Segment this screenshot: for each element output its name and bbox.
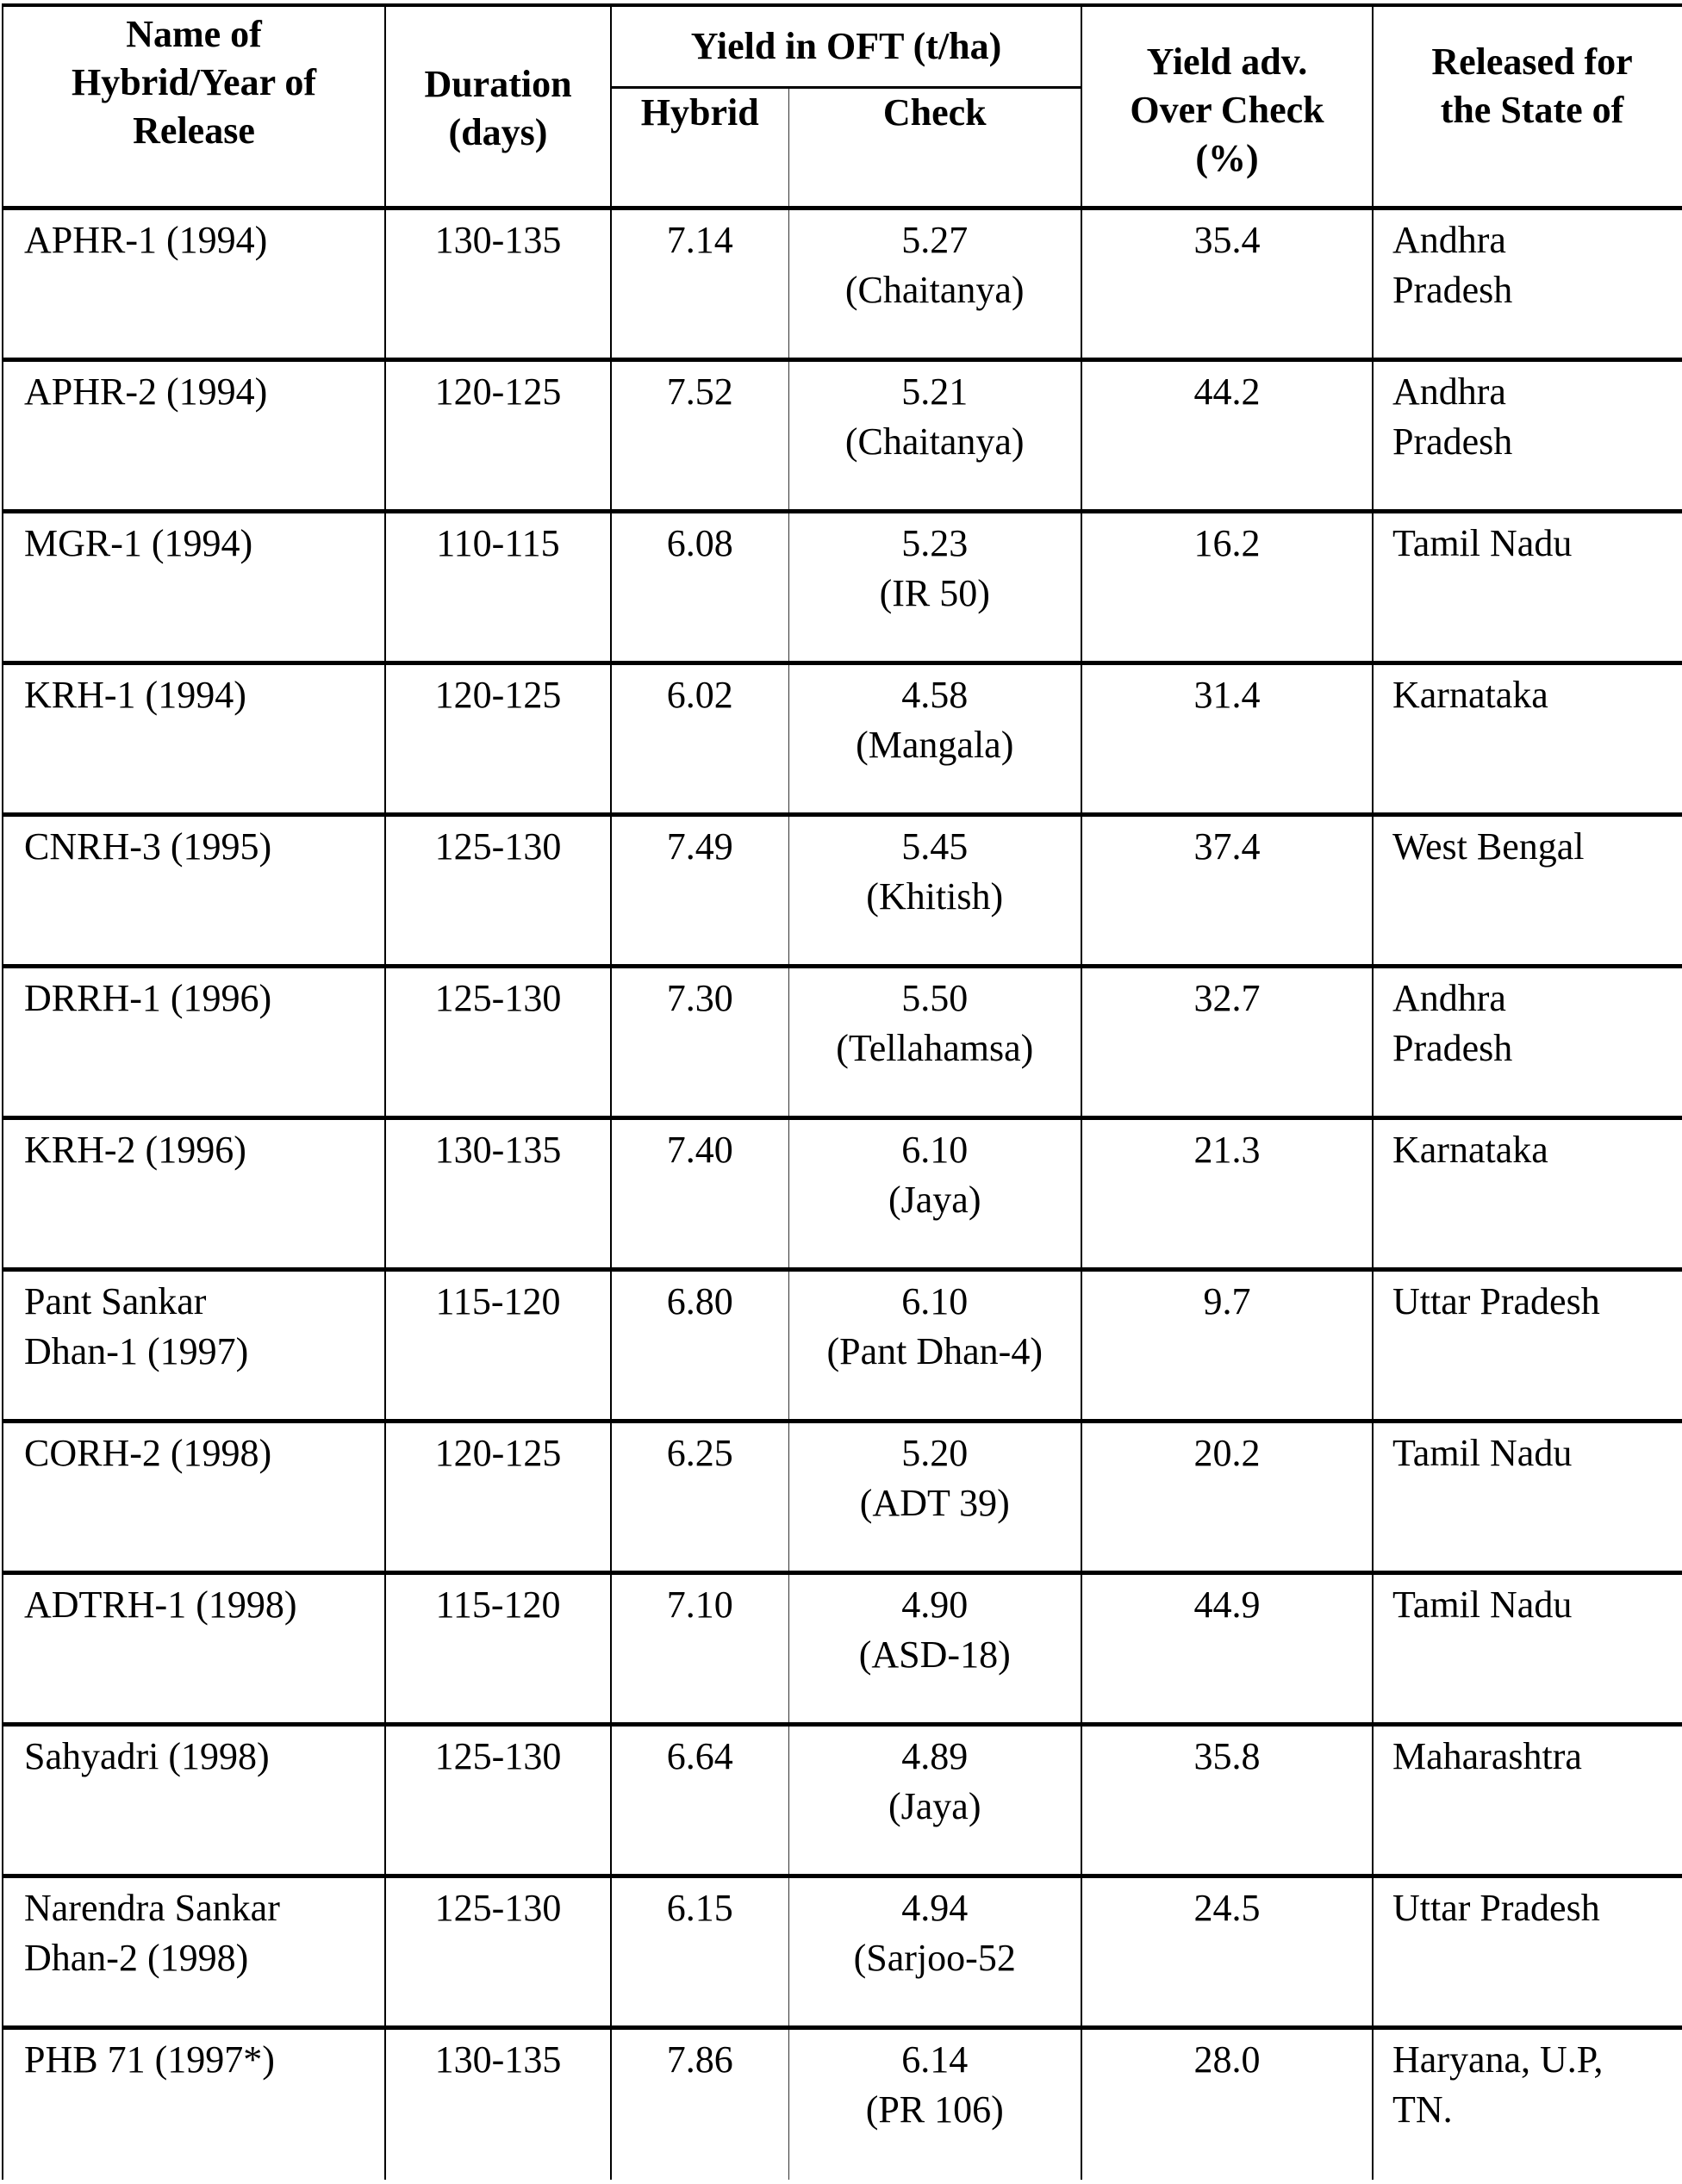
table-row (3, 1422, 1682, 1573)
table-row (3, 512, 1682, 663)
header-duration-line: (days) (448, 111, 548, 153)
check-yield-value: 4.89 (901, 1735, 969, 1777)
header-yield-advantage (1081, 5, 1373, 208)
cell-released-state (1373, 1725, 1682, 1876)
state-name-line: West Bengal (1392, 825, 1585, 868)
check-variety-name: (IR 50) (879, 572, 990, 614)
check-variety-name: (Pant Dhan-4) (826, 1330, 1043, 1372)
hybrid-yield-value: 7.40 (666, 1129, 733, 1171)
cell-hybrid-name (3, 1725, 385, 1876)
advantage-value: 44.9 (1193, 1584, 1261, 1626)
cell-hybrid-yield (611, 1725, 788, 1876)
check-yield-value: 5.21 (901, 370, 969, 413)
advantage-value: 44.2 (1193, 370, 1261, 413)
cell-hybrid-yield (611, 1876, 788, 2028)
table-row (3, 1876, 1682, 2028)
cell-released-state (1373, 1876, 1682, 2028)
cell-released-state (1373, 967, 1682, 1118)
check-yield-value: 5.50 (901, 977, 969, 1019)
hybrid-name-line: CNRH-3 (1995) (24, 825, 272, 868)
check-yield-value: 4.90 (901, 1584, 969, 1626)
cell-hybrid-name (3, 1876, 385, 2028)
check-yield-value: 5.45 (901, 825, 969, 868)
table-row (3, 360, 1682, 512)
cell-check-yield (788, 815, 1081, 967)
state-name-line: Karnataka (1392, 674, 1548, 716)
cell-check-yield (788, 1725, 1081, 1876)
advantage-value: 31.4 (1193, 674, 1261, 716)
hybrid-name-line: Narendra Sankar (24, 1887, 280, 1929)
cell-released-state (1373, 663, 1682, 815)
cell-released-state (1373, 512, 1682, 663)
cell-check-yield (788, 2028, 1081, 2180)
hybrid-yield-value: 6.15 (666, 1887, 733, 1929)
cell-hybrid-yield (611, 1573, 788, 1725)
hybrid-yield-value: 7.30 (666, 977, 733, 1019)
header-advantage-line: Yield adv. (1146, 40, 1308, 83)
hybrid-release-table (2, 3, 1682, 2180)
cell-duration (385, 1725, 611, 1876)
table-row (3, 1270, 1682, 1422)
hybrid-yield-value: 7.49 (666, 825, 733, 868)
hybrid-yield-value: 7.10 (666, 1584, 733, 1626)
header-check: Check (788, 88, 1081, 208)
cell-hybrid-name (3, 1422, 385, 1573)
duration-value: 125-130 (434, 825, 562, 868)
cell-released-state (1373, 1573, 1682, 1725)
duration-value: 125-130 (434, 1887, 562, 1929)
cell-duration (385, 663, 611, 815)
table-row (3, 208, 1682, 360)
cell-hybrid-yield (611, 2028, 788, 2180)
cell-check-yield (788, 1422, 1081, 1573)
cell-hybrid-yield (611, 512, 788, 663)
check-variety-name: (PR 106) (865, 2088, 1004, 2131)
duration-value: 130-135 (434, 2038, 562, 2081)
state-name-line: Haryana, U.P, (1392, 2038, 1604, 2081)
cell-hybrid-name (3, 663, 385, 815)
check-variety-name: (Mangala) (856, 724, 1014, 766)
check-yield-value: 5.27 (901, 219, 969, 261)
cell-hybrid-yield (611, 1118, 788, 1270)
hybrid-yield-value: 6.08 (666, 522, 733, 564)
header-name-line: Release (133, 109, 255, 152)
check-variety-name: (ASD-18) (858, 1633, 1011, 1676)
header-released-line: the State of (1440, 89, 1624, 131)
header-advantage-line: (%) (1195, 137, 1259, 179)
hybrid-yield-value: 6.80 (666, 1280, 733, 1322)
hybrid-name-line: MGR-1 (1994) (24, 522, 253, 564)
header-duration-line: Duration (424, 63, 572, 105)
state-name-line: Tamil Nadu (1392, 1432, 1573, 1474)
cell-yield-advantage (1081, 1876, 1373, 2028)
cell-yield-advantage (1081, 967, 1373, 1118)
cell-yield-advantage (1081, 1118, 1373, 1270)
cell-hybrid-name (3, 208, 385, 360)
duration-value: 125-130 (434, 1735, 562, 1777)
cell-yield-advantage (1081, 1725, 1373, 1876)
duration-value: 115-120 (435, 1280, 561, 1322)
state-name-line: Maharashtra (1392, 1735, 1582, 1777)
cell-check-yield (788, 967, 1081, 1118)
cell-hybrid-name (3, 1573, 385, 1725)
advantage-value: 24.5 (1193, 1887, 1261, 1929)
duration-value: 110-115 (436, 522, 560, 564)
hybrid-name-line: KRH-2 (1996) (24, 1129, 246, 1171)
state-name-line: Pradesh (1392, 1027, 1513, 1069)
state-name-line: Uttar Pradesh (1392, 1887, 1600, 1929)
table-row (3, 663, 1682, 815)
header-row (3, 5, 1682, 88)
cell-check-yield (788, 360, 1081, 512)
cell-yield-advantage (1081, 360, 1373, 512)
cell-duration (385, 1573, 611, 1725)
duration-value: 120-125 (434, 1432, 562, 1474)
header-name-of-hybrid (3, 5, 385, 208)
check-yield-value: 5.20 (901, 1432, 969, 1474)
hybrid-yield-value: 7.86 (666, 2038, 733, 2081)
hybrid-name-line: APHR-2 (1994) (24, 370, 268, 413)
cell-hybrid-name (3, 967, 385, 1118)
state-name-line: Karnataka (1392, 1129, 1548, 1171)
cell-yield-advantage (1081, 2028, 1373, 2180)
check-variety-name: (Jaya) (888, 1179, 981, 1221)
cell-yield-advantage (1081, 815, 1373, 967)
cell-yield-advantage (1081, 663, 1373, 815)
advantage-value: 35.4 (1193, 219, 1261, 261)
advantage-value: 20.2 (1193, 1432, 1261, 1474)
check-yield-value: 4.94 (901, 1887, 969, 1929)
hybrid-yield-value: 7.14 (666, 219, 733, 261)
check-variety-name: (Jaya) (888, 1785, 981, 1827)
hybrid-yield-value: 6.02 (666, 674, 733, 716)
state-name-line: TN. (1392, 2088, 1453, 2131)
cell-duration (385, 208, 611, 360)
state-name-line: Uttar Pradesh (1392, 1280, 1600, 1322)
header-duration (385, 5, 611, 208)
cell-duration (385, 967, 611, 1118)
cell-yield-advantage (1081, 1422, 1373, 1573)
advantage-value: 9.7 (1203, 1280, 1251, 1322)
hybrid-yield-value: 6.64 (666, 1735, 733, 1777)
cell-hybrid-yield (611, 663, 788, 815)
cell-check-yield (788, 1270, 1081, 1422)
duration-value: 120-125 (434, 674, 562, 716)
check-variety-name: (Sarjoo-52 (853, 1937, 1016, 1979)
cell-duration (385, 1422, 611, 1573)
cell-released-state (1373, 208, 1682, 360)
hybrid-name-line: APHR-1 (1994) (24, 219, 268, 261)
cell-duration (385, 1876, 611, 2028)
check-yield-value: 4.58 (901, 674, 969, 716)
cell-duration (385, 1118, 611, 1270)
check-yield-value: 6.10 (901, 1129, 969, 1171)
cell-hybrid-yield (611, 967, 788, 1118)
check-variety-name: (Khitish) (866, 875, 1004, 918)
cell-released-state (1373, 2028, 1682, 2180)
cell-hybrid-name (3, 2028, 385, 2180)
cell-check-yield (788, 208, 1081, 360)
duration-value: 130-135 (434, 219, 562, 261)
cell-duration (385, 815, 611, 967)
table-row (3, 1573, 1682, 1725)
advantage-value: 37.4 (1193, 825, 1261, 868)
cell-yield-advantage (1081, 1573, 1373, 1725)
cell-duration (385, 360, 611, 512)
cell-yield-advantage (1081, 208, 1373, 360)
table-row (3, 1725, 1682, 1876)
advantage-value: 32.7 (1193, 977, 1261, 1019)
cell-released-state (1373, 360, 1682, 512)
state-name-line: Andhra (1392, 977, 1506, 1019)
cell-check-yield (788, 1573, 1081, 1725)
duration-value: 125-130 (434, 977, 562, 1019)
hybrid-yield-value: 7.52 (666, 370, 733, 413)
check-variety-name: (Chaitanya) (844, 269, 1025, 311)
table-row (3, 2028, 1682, 2180)
duration-value: 120-125 (434, 370, 562, 413)
hybrid-name-line: KRH-1 (1994) (24, 674, 246, 716)
cell-check-yield (788, 1118, 1081, 1270)
hybrid-name-line: Sahyadri (1998) (24, 1735, 270, 1777)
header-released-for-state (1373, 5, 1682, 208)
cell-yield-advantage (1081, 1270, 1373, 1422)
check-variety-name: (Chaitanya) (844, 420, 1025, 463)
state-name-line: Andhra (1392, 370, 1506, 413)
cell-check-yield (788, 512, 1081, 663)
duration-value: 115-120 (435, 1584, 561, 1626)
cell-yield-advantage (1081, 512, 1373, 663)
cell-hybrid-yield (611, 1422, 788, 1573)
cell-released-state (1373, 1422, 1682, 1573)
hybrid-name-line: PHB 71 (1997*) (24, 2038, 275, 2081)
advantage-value: 28.0 (1193, 2038, 1261, 2081)
cell-hybrid-name (3, 1118, 385, 1270)
check-variety-name: (ADT 39) (859, 1482, 1010, 1524)
state-name-line: Tamil Nadu (1392, 522, 1573, 564)
duration-value: 130-135 (434, 1129, 562, 1171)
table-body (3, 208, 1682, 2180)
cell-check-yield (788, 663, 1081, 815)
table-row (3, 1118, 1682, 1270)
check-yield-value: 6.10 (901, 1280, 969, 1322)
cell-released-state (1373, 815, 1682, 967)
check-yield-value: 5.23 (901, 522, 969, 564)
cell-hybrid-name (3, 512, 385, 663)
advantage-value: 16.2 (1193, 522, 1261, 564)
state-name-line: Tamil Nadu (1392, 1584, 1573, 1626)
header-name-line: Hybrid/Year of (72, 61, 316, 103)
check-variety-name: (Tellahamsa) (836, 1027, 1034, 1069)
hybrid-name-line: ADTRH-1 (1998) (24, 1584, 297, 1626)
header-yield-in-oft: Yield in OFT (t/ha) (611, 5, 1081, 88)
cell-hybrid-yield (611, 815, 788, 967)
table-row (3, 815, 1682, 967)
cell-hybrid-name (3, 815, 385, 967)
cell-hybrid-yield (611, 208, 788, 360)
hybrid-name-line: Dhan-1 (1997) (24, 1330, 249, 1372)
cell-hybrid-yield (611, 360, 788, 512)
cell-duration (385, 512, 611, 663)
cell-check-yield (788, 1876, 1081, 2028)
state-name-line: Pradesh (1392, 269, 1513, 311)
advantage-value: 21.3 (1193, 1129, 1261, 1171)
cell-released-state (1373, 1270, 1682, 1422)
hybrid-name-line: Pant Sankar (24, 1280, 207, 1322)
header-advantage-line: Over Check (1130, 89, 1324, 131)
hybrid-yield-value: 6.25 (666, 1432, 733, 1474)
advantage-value: 35.8 (1193, 1735, 1261, 1777)
header-hybrid: Hybrid (611, 88, 788, 208)
header-name-line: Name of (126, 13, 262, 55)
cell-hybrid-yield (611, 1270, 788, 1422)
hybrid-name-line: DRRH-1 (1996) (24, 977, 272, 1019)
check-yield-value: 6.14 (901, 2038, 969, 2081)
table-row (3, 967, 1682, 1118)
state-name-line: Andhra (1392, 219, 1506, 261)
cell-duration (385, 1270, 611, 1422)
state-name-line: Pradesh (1392, 420, 1513, 463)
hybrid-name-line: CORH-2 (1998) (24, 1432, 272, 1474)
hybrid-name-line: Dhan-2 (1998) (24, 1937, 249, 1979)
cell-duration (385, 2028, 611, 2180)
header-released-line: Released for (1431, 40, 1633, 83)
cell-released-state (1373, 1118, 1682, 1270)
cell-hybrid-name (3, 1270, 385, 1422)
cell-hybrid-name (3, 360, 385, 512)
